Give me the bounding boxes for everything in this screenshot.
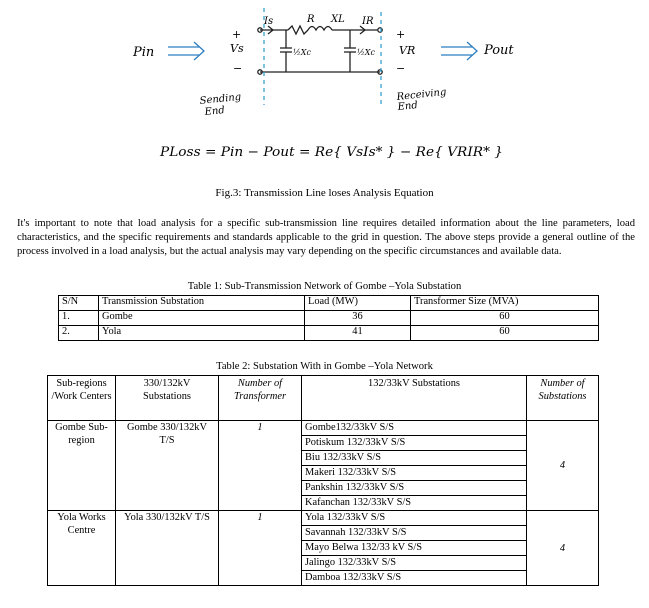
figure-caption: Fig.3: Transmission Line loses Analysis Equation: [215, 187, 434, 199]
sub-cell: Mayo Belwa 132/33 kV S/S: [302, 541, 527, 556]
sub-cell: Potiskum 132/33kV S/S: [302, 436, 527, 451]
is-label: Is: [264, 16, 274, 27]
table1-cell: 60: [411, 311, 599, 326]
table1-caption: Table 1: Sub-Transmission Network of Gombe –Yola Substation: [187, 281, 462, 292]
vr-label: VR: [399, 44, 416, 57]
sub-cell: Gombe132/33kV S/S: [302, 421, 527, 436]
plus-right: +: [396, 28, 406, 41]
table-substations: [47, 375, 599, 586]
sending-end-label: End: [204, 104, 226, 118]
cap-right-label: ½Xc: [357, 48, 375, 57]
cap-left-label: ½Xc: [293, 48, 311, 57]
table1-cell: Yola: [99, 326, 305, 341]
table2-header-row: [48, 376, 599, 421]
region-cell: Gombe Sub-region: [48, 421, 116, 511]
sub-cell: Makeri 132/33kV S/S: [302, 466, 527, 481]
table1-cell: 2.: [59, 326, 99, 341]
region-cell: Yola Works Centre: [48, 511, 116, 586]
receiving-end-label: End: [397, 99, 419, 113]
sub-cell: Kafanchan 132/33kV S/S: [302, 496, 527, 511]
substation-cell: Yola 330/132kV T/S: [116, 511, 219, 586]
table-row: [48, 421, 599, 436]
p-out-label: Pout: [484, 43, 514, 58]
table1-header-row: [59, 296, 599, 311]
minus-right: −: [396, 62, 406, 75]
sub-cell: Savannah 132/33kV S/S: [302, 526, 527, 541]
r-label: R: [307, 14, 315, 25]
plus-left: +: [232, 28, 242, 41]
table1-cell: 60: [411, 326, 599, 341]
table1-header: S/N: [59, 296, 99, 311]
table1-header: Transformer Size (MVA): [411, 296, 599, 311]
table2-header: 132/33kV Substations: [302, 376, 527, 421]
table1-header: Load (MW): [305, 296, 411, 311]
receiving-label: Receiving: [396, 86, 447, 103]
transmission-line-figure: [0, 0, 649, 172]
table2-header: Number of Substations: [527, 376, 599, 421]
vs-label: Vs: [230, 42, 244, 55]
table1-cell: 36: [305, 311, 411, 326]
table2-caption: Table 2: Substation With in Gombe –Yola Network: [216, 361, 433, 372]
table-sub-transmission: [58, 295, 599, 341]
transformer-count-cell: 1: [219, 511, 302, 586]
table1-cell: 1.: [59, 311, 99, 326]
ir-label: IR: [362, 16, 374, 27]
minus-left: −: [233, 62, 243, 75]
xl-label: XL: [331, 14, 345, 25]
sub-cell: Pankshin 132/33kV S/S: [302, 481, 527, 496]
sub-cell: Biu 132/33kV S/S: [302, 451, 527, 466]
table1-cell: 41: [305, 326, 411, 341]
substation-count-cell: 4: [527, 421, 599, 511]
table1-cell: Gombe: [99, 311, 305, 326]
sub-cell: Yola 132/33kV S/S: [302, 511, 527, 526]
substation-count-cell: 4: [527, 511, 599, 586]
transformer-count-cell: 1: [219, 421, 302, 511]
table2-header: 330/132kV Substations: [116, 376, 219, 421]
table-row: [59, 326, 599, 341]
body-paragraph: It's important to note that load analysis for a specific sub-transmission line requires detailed information about the line parameters, load characteristics, and the specific requirements and standards applicable to the grid in question. The above steps provide a general outline of the process involved in a load analysis, but the actual analysis may vary depending on the specific circumstances and available data.: [17, 218, 635, 257]
substation-cell: Gombe 330/132kV T/S: [116, 421, 219, 511]
table-row: [59, 311, 599, 326]
loss-equation: PLoss = Pin − Pout = Re{ VsIs* } − Re{ VRIR* }: [158, 145, 503, 160]
table1-header: Transmission Substation: [99, 296, 305, 311]
table2-header: Number of Transformer: [219, 376, 302, 421]
table-row: [48, 511, 599, 526]
p-in-label: Pin: [133, 45, 155, 60]
sending-label: Sending: [199, 91, 242, 107]
sub-cell: Damboa 132/33kV S/S: [302, 571, 527, 586]
sub-cell: Jalingo 132/33kV S/S: [302, 556, 527, 571]
table2-header: Sub-regions /Work Centers: [48, 376, 116, 421]
